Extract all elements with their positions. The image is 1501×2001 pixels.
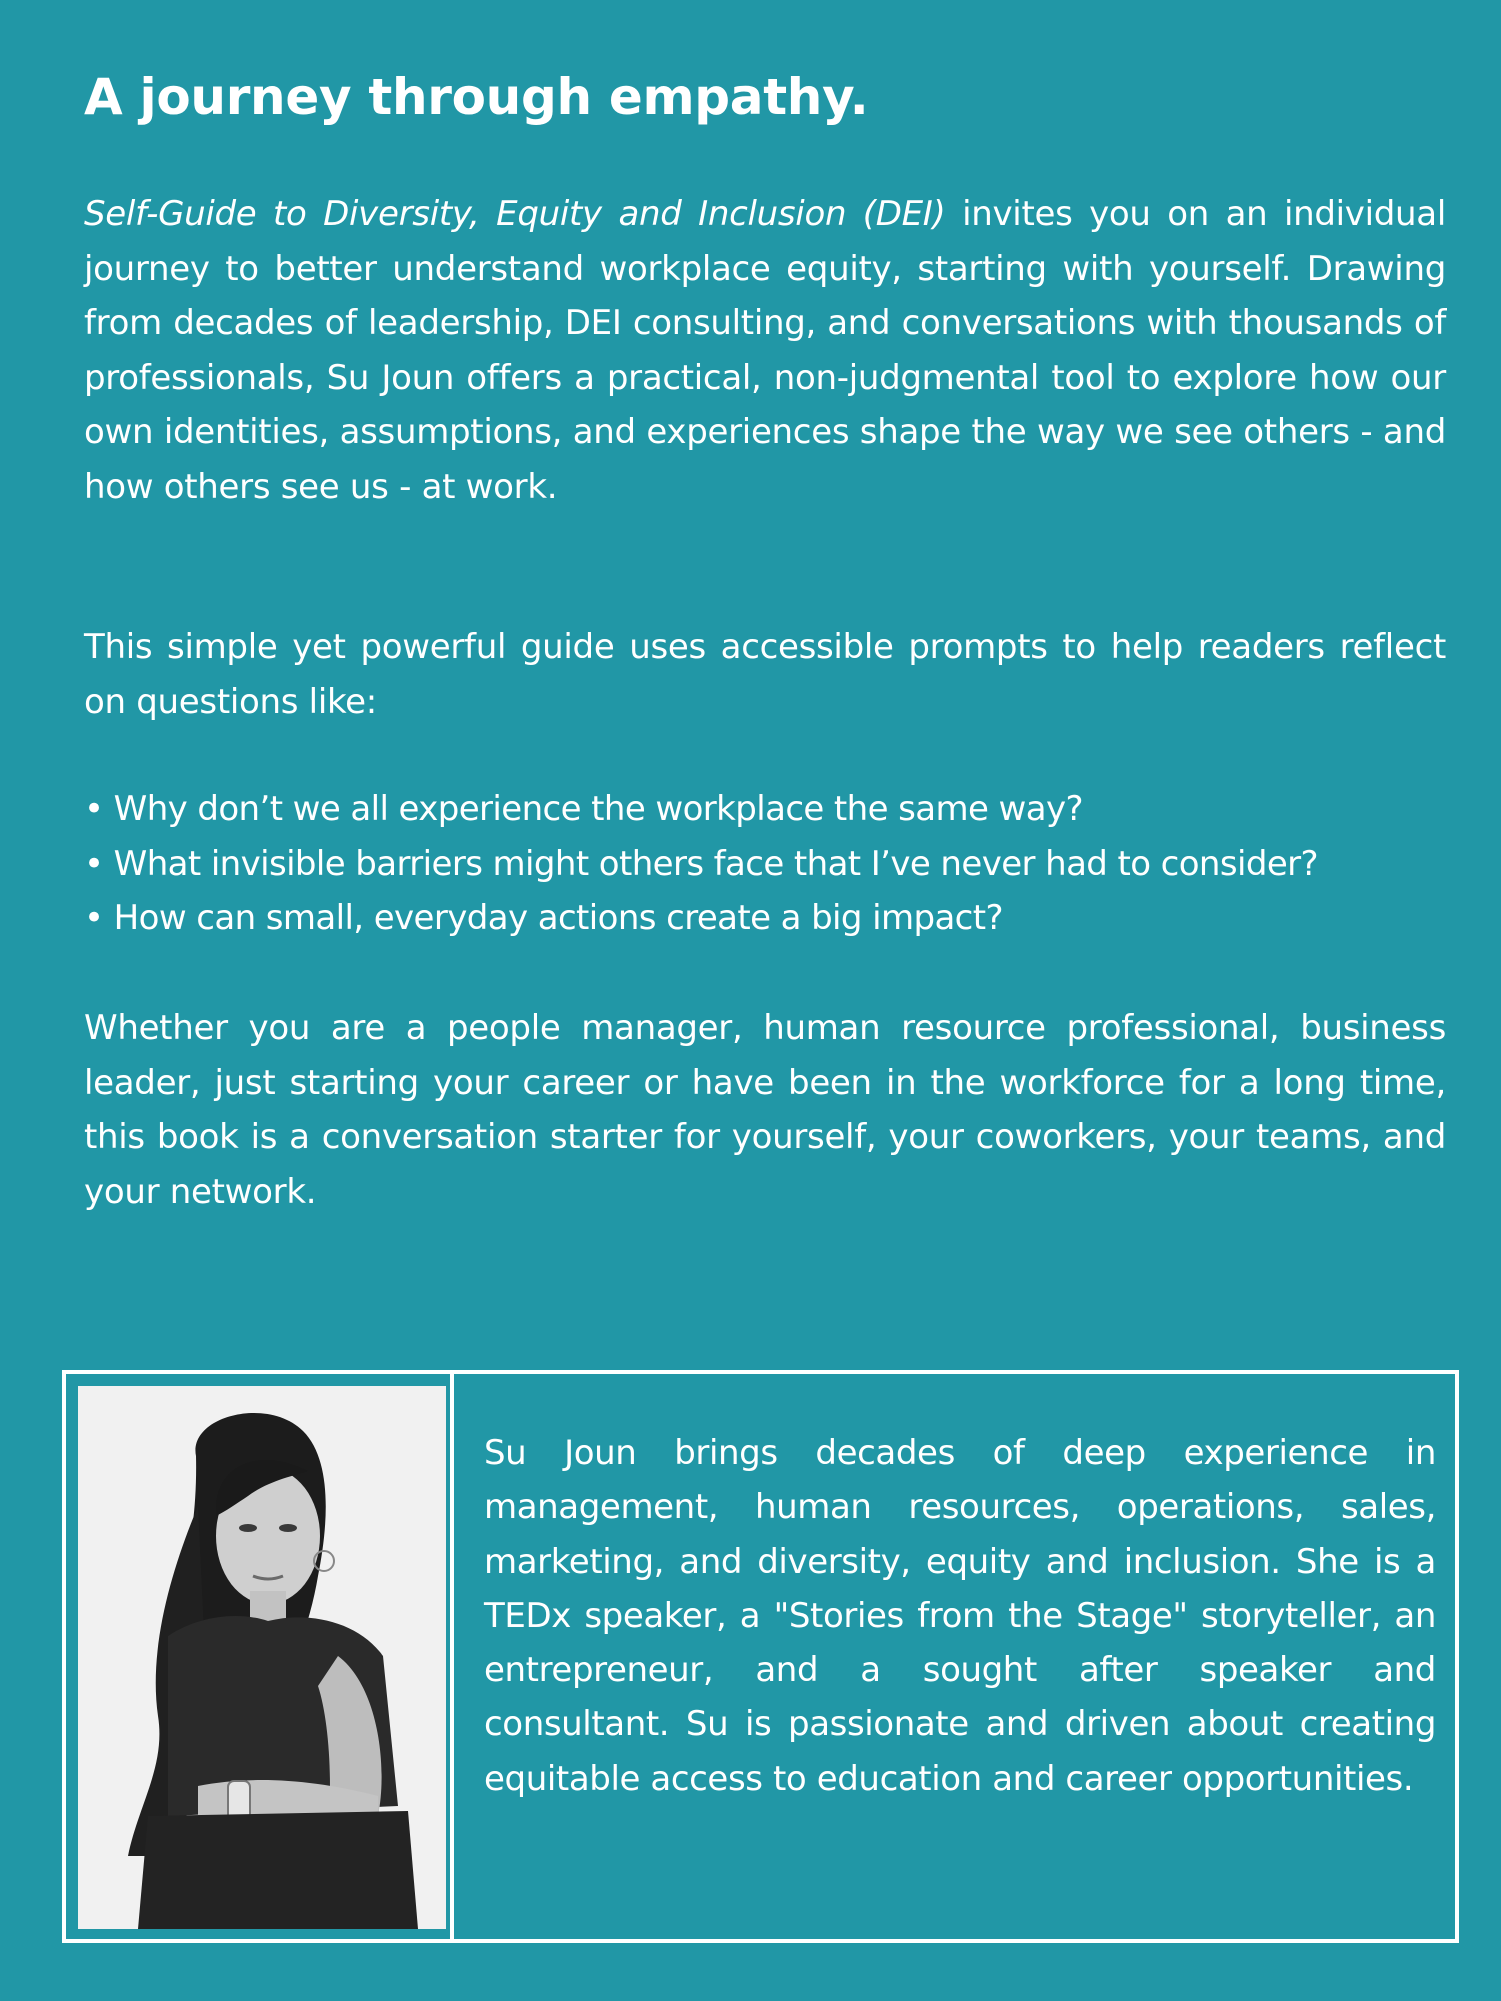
question-list	[84, 782, 1318, 946]
author-bio: Su Joun brings decades of deep experience in management, human resources, operations, sales, marketing, and diversity, equity and inclusion. She is a TEDx speaker, a "Stories from the Stage" storyteller, an entrepreneur, and a sought after speaker and consultant. Su is passionate and driven about creating equitable access to education and career opportunities.	[484, 1433, 1436, 1799]
intro-text: invites you on an individual journey to better understand workplace equity, starting with yourself. Drawing from decades of leadership, DEI consulting, and conversations with thousands of professionals, Su Joun offers a practical, non-judgmental tool to explore how our own identities, assumptions, and experiences shape the way we see others - and how others see us - at work.	[84, 194, 1446, 507]
author-photo	[78, 1386, 446, 1929]
intro-paragraph	[84, 187, 1446, 514]
headline: A journey through empathy.	[84, 68, 869, 126]
question-item: • How can small, everyday actions create a big impact?	[84, 891, 1318, 946]
question-item: • Why don’t we all experience the workplace the same way?	[84, 782, 1318, 837]
author-box	[62, 1370, 1459, 1943]
prompt-intro-paragraph: This simple yet powerful guide uses accessible prompts to help readers reflect on questions like:	[84, 627, 1446, 722]
photo-divider	[450, 1374, 454, 1939]
question-item: • What invisible barriers might others face that I’ve never had to consider?	[84, 837, 1318, 892]
audience-paragraph: Whether you are a people manager, human resource professional, business leader, just starting your career or have been in the workforce for a long time, this book is a conversation starter for yourself, your coworkers, your teams, and your network.	[84, 1008, 1446, 1212]
book-title: Self-Guide to Diversity, Equity and Inclusion (DEI)	[84, 194, 946, 234]
